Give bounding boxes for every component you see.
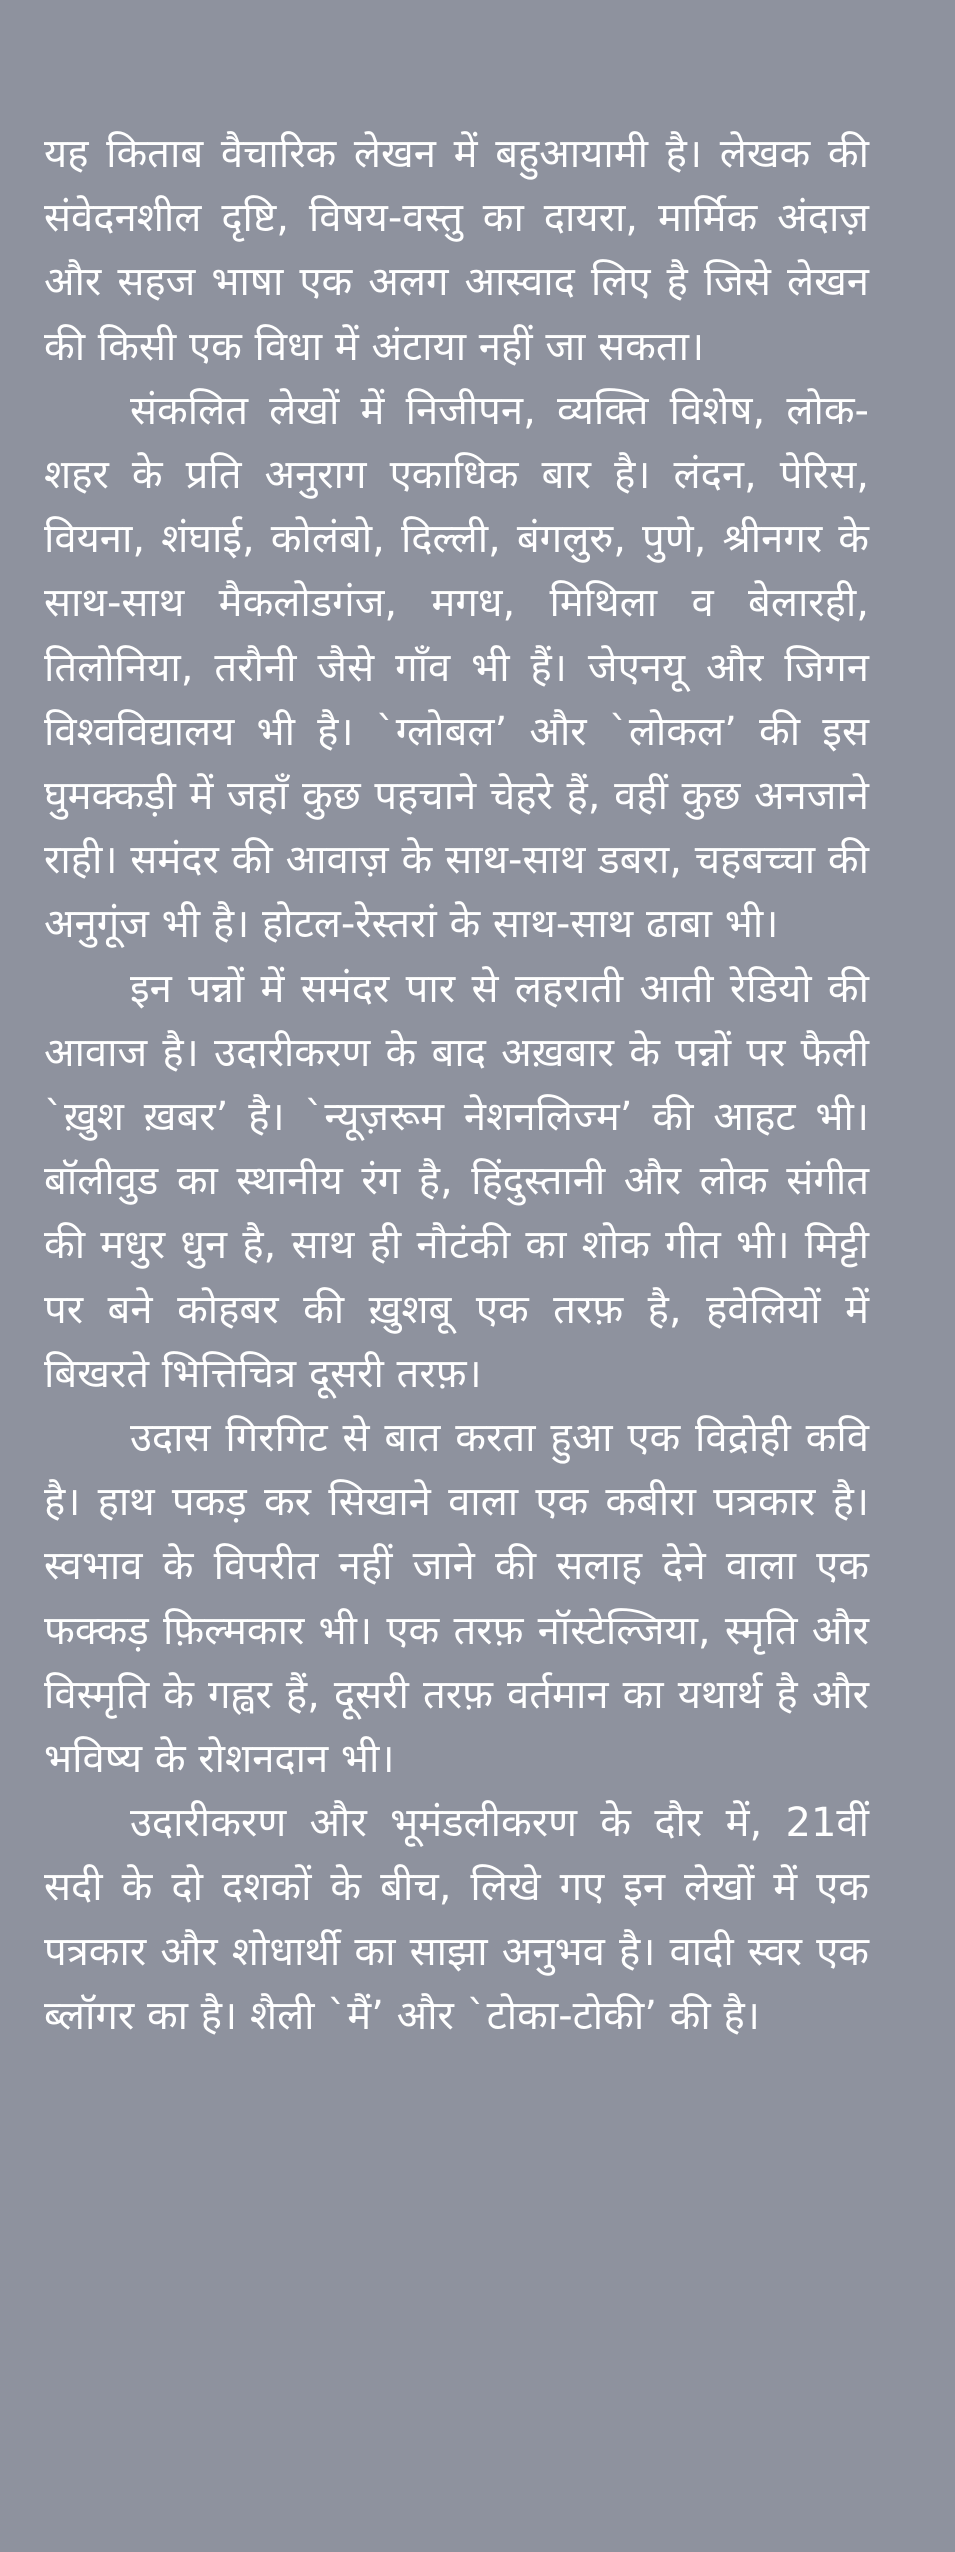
book-blurb — [44, 122, 869, 2048]
paragraph-places: संकलित लेखों में निजीपन, व्यक्ति विशेष, लोक-शहर के प्रति अनुराग एकाधिक बार है। लंदन, पेरिस, वियना, शंघाई, कोलंबो, दिल्ली, बंगलुरु, पुणे, श्रीनगर के साथ-साथ मैकलोडगंज, मगध, मिथिला व बेलारही, तिलोनिया, तरौनी जैसे गाँव भी हैं। जेएनयू और जिगन विश्वविद्यालय भी है। `ग्लोबल’ और `लोकल’ की इस घुमक्कड़ी में जहाँ कुछ पहचाने चेहरे हैं, वहीं कुछ अनजाने राही। समंदर की आवाज़ के साथ-साथ डबरा, चहबच्चा की अनुगूंज भी है। होटल-रेस्तरां के साथ-साथ ढाबा भी। — [44, 387, 869, 948]
paragraph-media-culture: इन पन्नों में समंदर पार से लहराती आती रेडियो की आवाज है। उदारीकरण के बाद अख़बार के पन्नों पर फैली `ख़ुश ख़बर’ है। `न्यूज़रूम नेशनलिज्म’ की आहट भी। बॉलीवुड का स्थानीय रंग है, हिंदुस्तानी और लोक संगीत की मधुर धुन है, साथ ही नौटंकी का शोक गीत भी। मिट्टी पर बने कोहबर की ख़ुशबू एक तरफ़ है, हवेलियों में बिखरते भित्तिचित्र दूसरी तरफ़। — [44, 965, 869, 1397]
paragraph-intro: यह किताब वैचारिक लेखन में बहुआयामी है। लेखक की संवेदनशील दृष्टि, विषय-वस्तु का दायरा, मार्मिक अंदाज़ और सहज भाषा एक अलग आस्वाद लिए है जिसे लेखन की किसी एक विधा में अंटाया नहीं जा सकता। — [44, 131, 869, 370]
paragraph-conclusion: उदारीकरण और भूमंडलीकरण के दौर में, 21वीं सदी के दो दशकों के बीच, लिखे गए इन लेखों में एक पत्रकार और शोधार्थी का साझा अनुभव है। वादी स्वर एक ब्लॉगर का है। शैली `मैं’ और `टोका-टोकी’ की है। — [44, 1800, 869, 2039]
paragraph-people: उदास गिरगिट से बात करता हुआ एक विद्रोही कवि है। हाथ पकड़ कर सिखाने वाला एक कबीरा पत्रकार है। स्वभाव के विपरीत नहीं जाने की सलाह देने वाला एक फक्कड़ फ़िल्मकार भी। एक तरफ़ नॉस्टेल्जिया, स्मृति और विस्मृति के गह्वर हैं, दूसरी तरफ़ वर्तमान का यथार्थ है और भविष्य के रोशनदान भी। — [44, 1415, 869, 1783]
